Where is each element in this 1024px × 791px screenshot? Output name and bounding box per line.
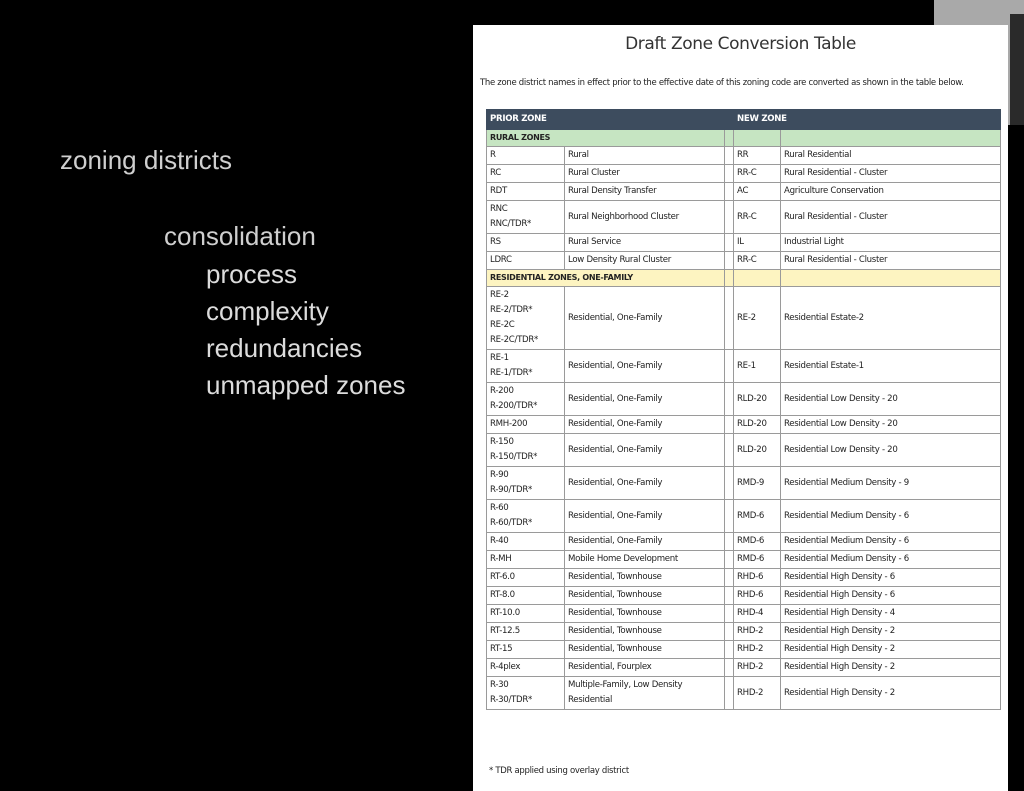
- table-row: [487, 350, 1001, 383]
- prior-zone-code: [487, 383, 565, 416]
- column-gap: [725, 252, 734, 270]
- new-zone-name: Rural Residential - Cluster: [781, 201, 1001, 234]
- new-zone-name: Rural Residential: [781, 147, 1001, 165]
- prior-zone-name: Rural: [565, 147, 725, 165]
- prior-zone-code: [487, 183, 565, 201]
- prior-zone-name: Rural Neighborhood Cluster: [565, 201, 725, 234]
- prior-zone-name: Residential, Fourplex: [565, 659, 725, 677]
- prior-zone-name: Residential, One-Family: [565, 383, 725, 416]
- section-header-row: [487, 270, 1001, 287]
- corner-decoration-shadow: [1010, 14, 1024, 125]
- column-gap: [725, 434, 734, 467]
- table-row: [487, 234, 1001, 252]
- table-row: [487, 659, 1001, 677]
- table-row: [487, 533, 1001, 551]
- zone-conversion-table: [486, 109, 1001, 710]
- prior-zone-name: Residential, One-Family: [565, 467, 725, 500]
- column-gap: [725, 551, 734, 569]
- table-row: [487, 587, 1001, 605]
- column-gap: [725, 587, 734, 605]
- zone-code-line: RT-15: [490, 644, 513, 654]
- section-new-name: [781, 130, 1001, 147]
- new-zone-code: RR-C: [734, 201, 781, 234]
- zone-code-line: RNC/TDR*: [490, 219, 532, 229]
- new-zone-name: Residential Medium Density - 6: [781, 500, 1001, 533]
- table-row: [487, 287, 1001, 350]
- new-zone-name: Residential High Density - 2: [781, 677, 1001, 710]
- new-zone-code: RHD-6: [734, 569, 781, 587]
- bullet-item: process: [206, 259, 298, 289]
- bullet-item: redundancies: [206, 333, 363, 363]
- new-zone-code: RHD-4: [734, 605, 781, 623]
- new-zone-code: RMD-9: [734, 467, 781, 500]
- prior-zone-name: Residential, Townhouse: [565, 605, 725, 623]
- prior-zone-code: [487, 234, 565, 252]
- prior-zone-name: Residential, One-Family: [565, 533, 725, 551]
- new-zone-name: Rural Residential - Cluster: [781, 252, 1001, 270]
- new-zone-code: RHD-2: [734, 659, 781, 677]
- table-row: [487, 165, 1001, 183]
- zone-code-line: R-90: [490, 470, 509, 480]
- document-intro: The zone district names in effect prior to the effective date of this zoning code are converted as shown in the table below.: [480, 78, 964, 88]
- prior-zone-code: [487, 467, 565, 500]
- zone-code-line: RE-2/TDR*: [490, 305, 533, 315]
- bullet-item: unmapped zones: [206, 370, 406, 400]
- zone-code-line: R-MH: [490, 554, 512, 564]
- table-row: [487, 383, 1001, 416]
- section-label: RESIDENTIAL ZONES, ONE-FAMILY: [487, 270, 725, 287]
- table-row: [487, 623, 1001, 641]
- prior-zone-name: Residential, One-Family: [565, 350, 725, 383]
- prior-zone-code: [487, 165, 565, 183]
- column-gap: [725, 623, 734, 641]
- prior-zone-code: [487, 201, 565, 234]
- new-zone-code: IL: [734, 234, 781, 252]
- new-zone-name: Residential Low Density - 20: [781, 383, 1001, 416]
- new-zone-code: RHD-2: [734, 623, 781, 641]
- zone-code-line: RT-8.0: [490, 590, 515, 600]
- new-zone-header: NEW ZONE: [734, 110, 1001, 130]
- prior-zone-name: Low Density Rural Cluster: [565, 252, 725, 270]
- new-zone-name: Residential Low Density - 20: [781, 434, 1001, 467]
- column-gap: [725, 287, 734, 350]
- document-title: Draft Zone Conversion Table: [625, 34, 856, 54]
- zone-code-line: RE-2C/TDR*: [490, 335, 539, 345]
- header-gap: [725, 110, 734, 130]
- table-row: [487, 183, 1001, 201]
- new-zone-code: RE-2: [734, 287, 781, 350]
- prior-zone-name: Residential, One-Family: [565, 434, 725, 467]
- new-zone-name: Residential High Density - 2: [781, 641, 1001, 659]
- prior-zone-name: Residential, Townhouse: [565, 641, 725, 659]
- new-zone-code: RLD-20: [734, 383, 781, 416]
- column-gap: [725, 605, 734, 623]
- prior-zone-code: [487, 569, 565, 587]
- table-row: [487, 467, 1001, 500]
- prior-zone-code: [487, 416, 565, 434]
- zone-code-line: R-200: [490, 386, 514, 396]
- zone-code-line: R-4plex: [490, 662, 521, 672]
- zone-conversion-document: [473, 25, 1008, 791]
- zone-code-line: R-40: [490, 536, 509, 546]
- zone-code-line: RE-2C: [490, 320, 515, 330]
- new-zone-code: RMD-6: [734, 533, 781, 551]
- prior-zone-code: [487, 500, 565, 533]
- new-zone-name: Residential High Density - 6: [781, 569, 1001, 587]
- new-zone-name: Residential High Density - 2: [781, 623, 1001, 641]
- column-gap: [725, 641, 734, 659]
- column-gap: [725, 467, 734, 500]
- new-zone-name: Agriculture Conservation: [781, 183, 1001, 201]
- new-zone-name: Residential Medium Density - 9: [781, 467, 1001, 500]
- new-zone-name: Residential High Density - 6: [781, 587, 1001, 605]
- zone-code-line: R-90/TDR*: [490, 485, 532, 495]
- new-zone-code: RE-1: [734, 350, 781, 383]
- prior-zone-code: [487, 677, 565, 710]
- new-zone-code: RR-C: [734, 165, 781, 183]
- column-gap: [725, 147, 734, 165]
- prior-zone-name: Residential, One-Family: [565, 500, 725, 533]
- new-zone-code: RHD-2: [734, 677, 781, 710]
- slide-heading: zoning districts: [60, 145, 232, 175]
- new-zone-code: RHD-6: [734, 587, 781, 605]
- table-row: [487, 605, 1001, 623]
- zone-code-line: RMH-200: [490, 419, 528, 429]
- slide-sub-heading: consolidation: [164, 221, 316, 251]
- table-row: [487, 434, 1001, 467]
- section-gap: [725, 130, 734, 147]
- table-row: [487, 641, 1001, 659]
- column-gap: [725, 569, 734, 587]
- section-label: RURAL ZONES: [487, 130, 725, 147]
- column-gap: [725, 201, 734, 234]
- new-zone-name: Residential High Density - 4: [781, 605, 1001, 623]
- new-zone-code: RR-C: [734, 252, 781, 270]
- column-gap: [725, 234, 734, 252]
- zone-code-line: RT-12.5: [490, 626, 520, 636]
- column-gap: [725, 659, 734, 677]
- zone-code-line: R-150/TDR*: [490, 452, 538, 462]
- prior-zone-header: PRIOR ZONE: [487, 110, 725, 130]
- column-gap: [725, 677, 734, 710]
- new-zone-name: Residential High Density - 2: [781, 659, 1001, 677]
- new-zone-code: RHD-2: [734, 641, 781, 659]
- zone-code-line: RE-1: [490, 353, 509, 363]
- prior-zone-name: Residential, One-Family: [565, 416, 725, 434]
- new-zone-code: RMD-6: [734, 551, 781, 569]
- prior-zone-code: [487, 623, 565, 641]
- zone-code-line: RT-10.0: [490, 608, 520, 618]
- zone-code-line: RT-6.0: [490, 572, 515, 582]
- new-zone-code: AC: [734, 183, 781, 201]
- bullet-item: complexity: [206, 296, 329, 326]
- section-new-code: [734, 130, 781, 147]
- prior-zone-name: Multiple-Family, Low Density Residential: [565, 677, 725, 710]
- prior-zone-name: Rural Density Transfer: [565, 183, 725, 201]
- table-row: [487, 677, 1001, 710]
- section-new-name: [781, 270, 1001, 287]
- new-zone-name: Residential Low Density - 20: [781, 416, 1001, 434]
- prior-zone-code: [487, 147, 565, 165]
- zone-code-line: LDRC: [490, 255, 512, 265]
- table-row: [487, 416, 1001, 434]
- prior-zone-code: [487, 350, 565, 383]
- new-zone-code: RLD-20: [734, 416, 781, 434]
- prior-zone-name: Residential, Townhouse: [565, 587, 725, 605]
- column-gap: [725, 533, 734, 551]
- column-gap: [725, 500, 734, 533]
- column-gap: [725, 350, 734, 383]
- section-header-row: [487, 130, 1001, 147]
- zone-table-body: [487, 130, 1001, 710]
- zone-code-line: RNC: [490, 204, 508, 214]
- new-zone-name: Residential Medium Density - 6: [781, 551, 1001, 569]
- prior-zone-code: [487, 533, 565, 551]
- prior-zone-name: Residential, One-Family: [565, 287, 725, 350]
- new-zone-code: RLD-20: [734, 434, 781, 467]
- document-footnote: * TDR applied using overlay district: [489, 766, 629, 776]
- zone-code-line: R-30: [490, 680, 509, 690]
- new-zone-name: Residential Medium Density - 6: [781, 533, 1001, 551]
- prior-zone-name: Rural Service: [565, 234, 725, 252]
- table-row: [487, 569, 1001, 587]
- new-zone-name: Industrial Light: [781, 234, 1001, 252]
- table-row: [487, 201, 1001, 234]
- new-zone-code: RMD-6: [734, 500, 781, 533]
- zone-code-line: RS: [490, 237, 501, 247]
- prior-zone-name: Rural Cluster: [565, 165, 725, 183]
- zone-code-line: R-60/TDR*: [490, 518, 532, 528]
- table-row: [487, 252, 1001, 270]
- table-row: [487, 147, 1001, 165]
- prior-zone-code: [487, 252, 565, 270]
- section-gap: [725, 270, 734, 287]
- new-zone-name: Residential Estate-2: [781, 287, 1001, 350]
- prior-zone-name: Residential, Townhouse: [565, 569, 725, 587]
- prior-zone-code: [487, 659, 565, 677]
- table-header-row: [487, 110, 1001, 130]
- section-new-code: [734, 270, 781, 287]
- prior-zone-code: [487, 551, 565, 569]
- column-gap: [725, 416, 734, 434]
- zone-code-line: RE-2: [490, 290, 509, 300]
- prior-zone-code: [487, 605, 565, 623]
- prior-zone-code: [487, 587, 565, 605]
- table-row: [487, 500, 1001, 533]
- prior-zone-name: Mobile Home Development: [565, 551, 725, 569]
- zone-code-line: RC: [490, 168, 501, 178]
- prior-zone-code: [487, 287, 565, 350]
- zone-code-line: R-150: [490, 437, 514, 447]
- zone-code-line: RE-1/TDR*: [490, 368, 533, 378]
- zone-code-line: R-200/TDR*: [490, 401, 538, 411]
- column-gap: [725, 165, 734, 183]
- new-zone-name: Residential Estate-1: [781, 350, 1001, 383]
- prior-zone-code: [487, 434, 565, 467]
- new-zone-code: RR: [734, 147, 781, 165]
- slide-bullet-list: [206, 256, 405, 404]
- column-gap: [725, 183, 734, 201]
- prior-zone-name: Residential, Townhouse: [565, 623, 725, 641]
- new-zone-name: Rural Residential - Cluster: [781, 165, 1001, 183]
- zone-code-line: RDT: [490, 186, 507, 196]
- zone-code-line: R-30/TDR*: [490, 695, 532, 705]
- zone-code-line: R: [490, 150, 496, 160]
- zone-code-line: R-60: [490, 503, 509, 513]
- column-gap: [725, 383, 734, 416]
- table-row: [487, 551, 1001, 569]
- prior-zone-code: [487, 641, 565, 659]
